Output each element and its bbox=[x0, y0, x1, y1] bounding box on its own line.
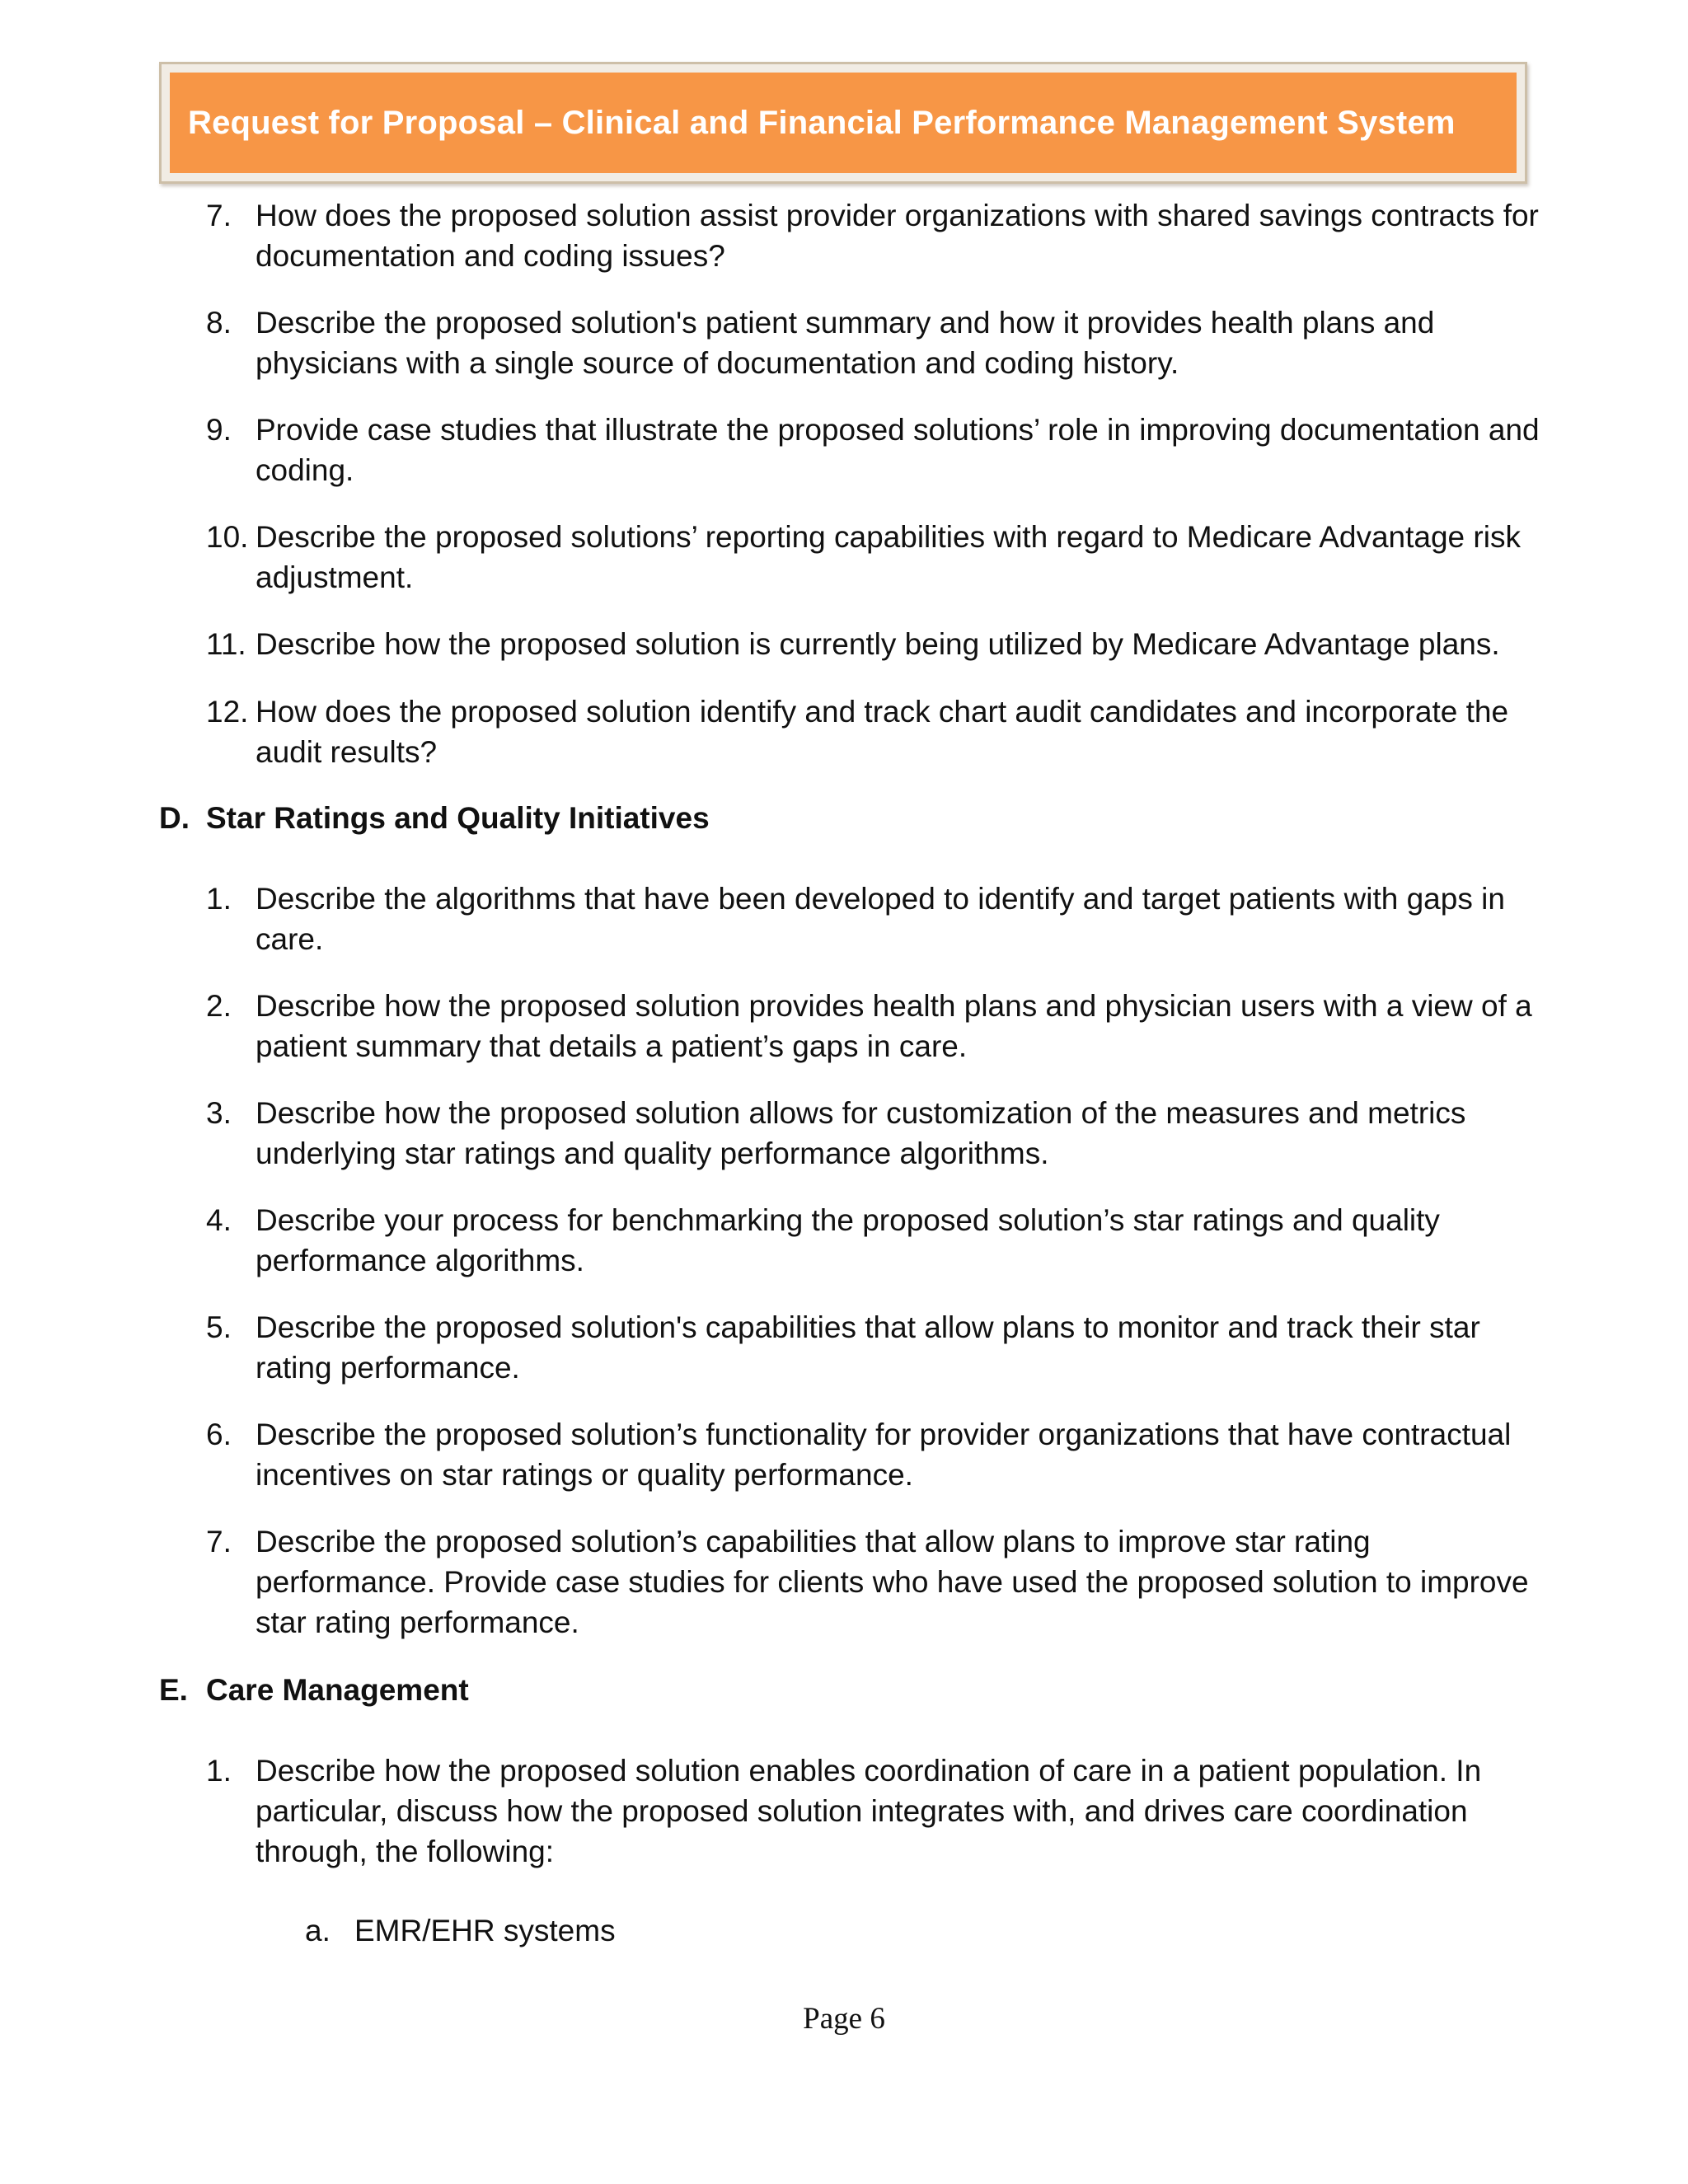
item-text: Describe how the proposed solution enables coordination of care in a patient population. In particular, discuss how the proposed solution integrates with, and drives care coordination through, the following: bbox=[256, 1754, 1482, 1868]
item-text: Describe the proposed solution's capabilities that allow plans to monitor and track their star rating performance. bbox=[256, 1310, 1480, 1385]
item-text: Describe how the proposed solution allows for customization of the measures and metrics underlying star ratings and quality performance algorithms. bbox=[256, 1096, 1466, 1170]
item-text: Describe the proposed solutions’ reporting capabilities with regard to Medicare Advantage risk adjustment. bbox=[256, 520, 1521, 594]
list-item bbox=[206, 879, 1541, 959]
subitem-letter: a. bbox=[305, 1914, 331, 1947]
subitem-text: EMR/EHR systems bbox=[354, 1914, 616, 1947]
item-number: 4. bbox=[206, 1203, 232, 1237]
list-item bbox=[206, 1093, 1541, 1174]
list-item bbox=[206, 1307, 1541, 1388]
list-item bbox=[206, 1414, 1541, 1495]
item-number: 7. bbox=[206, 1525, 232, 1558]
item-text: How does the proposed solution identify and track chart audit candidates and incorporate the audit results? bbox=[256, 695, 1509, 769]
list-item bbox=[206, 302, 1541, 383]
item-number: 9. bbox=[206, 413, 232, 447]
list-item bbox=[206, 691, 1541, 772]
section-letter: D. bbox=[159, 801, 190, 835]
item-number: 1. bbox=[206, 1754, 232, 1788]
header-banner bbox=[170, 73, 1517, 173]
item-text: Provide case studies that illustrate the proposed solutions’ role in improving documentation and coding. bbox=[256, 413, 1540, 487]
page-number: Page 6 bbox=[803, 2002, 885, 2036]
item-text: Describe the proposed solution's patient summary and how it provides health plans and physicians with a single source of documentation and coding history. bbox=[256, 306, 1435, 380]
document-title: Request for Proposal – Clinical and Financial Performance Management System bbox=[188, 104, 1456, 141]
item-text: Describe your process for benchmarking the proposed solution’s star ratings and quality performance algorithms. bbox=[256, 1203, 1440, 1277]
item-number: 5. bbox=[206, 1310, 232, 1344]
section-letter: E. bbox=[159, 1673, 188, 1707]
section-title: Care Management bbox=[206, 1673, 469, 1707]
item-text: Describe the proposed solution’s functionality for provider organizations that have contractual incentives on star ratings or quality performance. bbox=[256, 1418, 1512, 1492]
item-text: Describe how the proposed solution is currently being utilized by Medicare Advantage plans. bbox=[256, 627, 1500, 661]
item-number: 3. bbox=[206, 1096, 232, 1130]
list-item bbox=[206, 986, 1541, 1066]
item-number: 6. bbox=[206, 1418, 232, 1451]
sub-list-item bbox=[305, 1910, 616, 1951]
item-number: 7. bbox=[206, 199, 232, 232]
list-item bbox=[206, 624, 1541, 664]
item-number: 11. bbox=[206, 627, 246, 661]
item-number: 1. bbox=[206, 882, 232, 916]
item-number: 10. bbox=[206, 520, 249, 554]
item-number: 2. bbox=[206, 989, 232, 1023]
page-header bbox=[159, 62, 1527, 184]
list-item bbox=[206, 517, 1541, 598]
item-text: Describe the algorithms that have been developed to identify and target patients with gaps in care. bbox=[256, 882, 1505, 956]
section-title: Star Ratings and Quality Initiatives bbox=[206, 801, 710, 835]
list-item bbox=[206, 1200, 1541, 1281]
item-text: How does the proposed solution assist provider organizations with shared savings contracts for documentation and coding issues? bbox=[256, 199, 1539, 273]
list-item bbox=[206, 410, 1541, 490]
item-number: 12. bbox=[206, 695, 249, 729]
list-item bbox=[206, 1521, 1541, 1643]
list-item bbox=[206, 1750, 1541, 1872]
item-number: 8. bbox=[206, 306, 232, 340]
item-text: Describe how the proposed solution provides health plans and physician users with a view of a patient summary that details a patient’s gaps in care. bbox=[256, 989, 1532, 1063]
item-text: Describe the proposed solution’s capabilities that allow plans to improve star rating performance. Provide case studies for clients who have used the proposed solution to improve star rating performance. bbox=[256, 1525, 1529, 1639]
list-item bbox=[206, 195, 1541, 276]
